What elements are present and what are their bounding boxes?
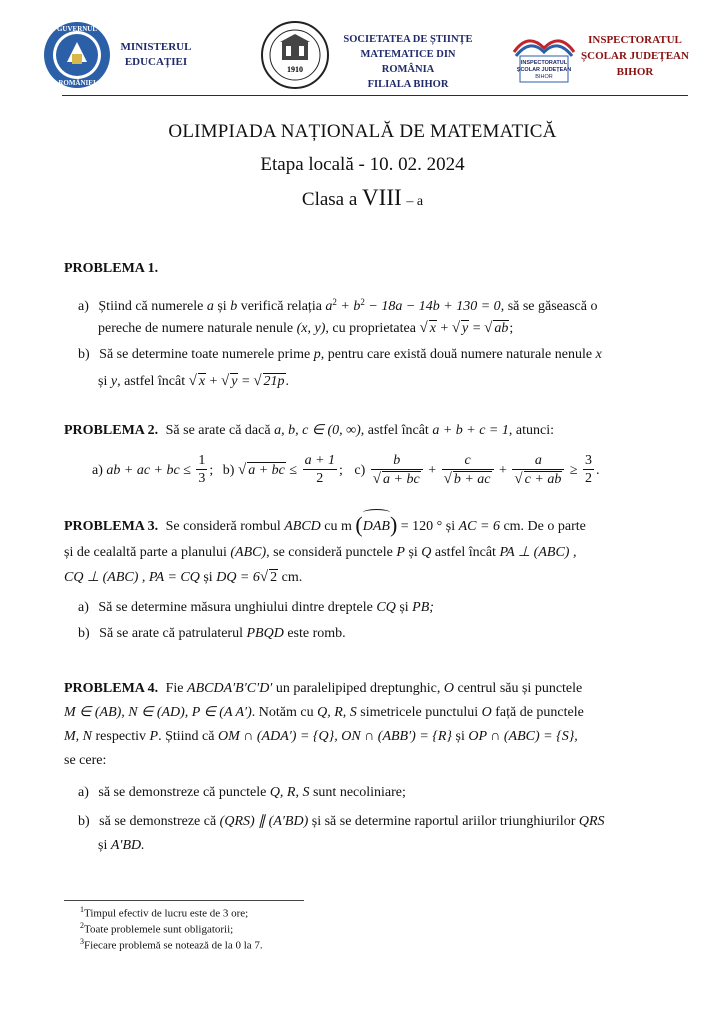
math: A′BD.	[110, 838, 145, 853]
text: , pentru care există două numere naturale nenule	[320, 347, 593, 362]
problem-3b	[78, 621, 678, 647]
text: simetricele punctului	[360, 705, 479, 720]
item-label: a)	[78, 299, 89, 314]
math: b	[353, 299, 361, 314]
inspectorate-line1: INSPECTORATUL	[588, 34, 682, 46]
math: ;	[509, 321, 514, 336]
problem-4a	[78, 780, 678, 806]
fraction	[583, 453, 594, 488]
text: și	[399, 600, 409, 615]
government-seal-logo	[42, 20, 112, 90]
problem-1a-line2: pereche de numere naturale nenule (x, y), cu proprietatea √ x + √ y = √ ab;	[98, 320, 514, 336]
item-label: b)	[78, 347, 90, 362]
grade-roman: VIII	[362, 185, 402, 210]
text: față de punctele	[495, 705, 584, 720]
stage-date: Etapa locală - 10. 02. 2024	[260, 154, 465, 175]
numerator: 3	[585, 453, 593, 469]
math-sqrt: a + bc	[383, 471, 420, 487]
inspectorate-line2: ȘCOLAR JUDEȚEAN	[581, 50, 689, 62]
math: ABCDA′B′C′D′	[187, 681, 273, 696]
society-seal-logo	[260, 20, 330, 90]
denominator: √ a + bc	[372, 470, 420, 487]
text: cm. De o parte	[503, 519, 586, 534]
footnote-text: Toate problemele sunt obligatorii;	[84, 923, 234, 936]
math-sqrt: 21p	[263, 374, 285, 389]
text: cu m	[324, 519, 352, 534]
math: a	[325, 299, 333, 314]
math: (x, y)	[296, 321, 326, 336]
math: PBQD	[246, 626, 284, 641]
math: (QRS) ∥ (A′BD)	[219, 814, 309, 829]
problem-1b	[78, 342, 678, 368]
text: Fie	[165, 681, 184, 696]
text: , atunci:	[508, 423, 554, 438]
text: și	[203, 570, 213, 585]
math-sqrt: x	[198, 374, 206, 389]
text: . Știind că	[158, 729, 215, 744]
fraction	[442, 453, 494, 489]
denominator: 3	[198, 471, 206, 487]
math: PB;	[412, 600, 434, 615]
text: Știind că numerele	[98, 299, 204, 314]
math: +	[499, 463, 507, 478]
math: O	[481, 705, 492, 720]
math: PA ⊥ (ABC) ,	[499, 545, 577, 560]
math: QRS	[578, 814, 605, 829]
page-header	[40, 14, 690, 94]
society-line3: FILIALA BIHOR	[367, 79, 449, 90]
math: CQ ⊥ (ABC) , PA = CQ	[64, 570, 200, 585]
text: , se consideră punctele	[266, 545, 393, 560]
math-sqrt: a + bc	[248, 463, 285, 478]
text: Să se arate că patrulaterul	[99, 626, 243, 641]
text: , cu proprietatea	[325, 321, 416, 336]
item-label: a)	[92, 463, 103, 478]
math: .	[596, 463, 600, 478]
problem-3-line3: CQ ⊥ (ABC) , PA = CQ și DQ = 6√ 2 cm.	[64, 569, 303, 585]
denominator: 2	[585, 471, 593, 487]
problem-4b-line2	[98, 833, 145, 859]
problem-4-line4	[64, 748, 106, 774]
text: să se demonstreze că	[99, 814, 217, 829]
numerator: a	[512, 453, 564, 470]
fraction	[512, 453, 564, 489]
math: OM ∩ (ADA′) = {Q}, ON ∩ (ABB′) = {R}	[217, 729, 453, 744]
text: , astfel încât	[360, 423, 429, 438]
footnote-1	[80, 905, 248, 920]
item-label: b)	[78, 626, 90, 641]
text: este romb.	[287, 626, 346, 641]
numerator: c	[442, 453, 494, 470]
text: și	[408, 545, 418, 560]
text: și	[98, 838, 108, 853]
text: să se demonstreze că punctele	[98, 785, 267, 800]
math: ab + ac + bc ≤	[106, 463, 191, 478]
text: respectiv	[95, 729, 147, 744]
item-label: b)	[78, 814, 90, 829]
logo-text-line2: ȘCOLAR JUDEȚEAN	[516, 67, 572, 73]
problem-4b	[78, 809, 678, 835]
text: și	[455, 729, 465, 744]
numerator: a + 1	[304, 453, 336, 469]
math-equation: $a^2 + b^2 - 18a - 14b + 130 = 0$	[325, 297, 501, 314]
text: se cere:	[64, 753, 107, 768]
problem-1-heading	[64, 256, 158, 282]
math-sqrt: b + ac	[453, 471, 491, 487]
math: y	[110, 374, 118, 389]
text: Se consideră rombul	[165, 519, 281, 534]
text: cm.	[281, 570, 303, 585]
society-line2: MATEMATICE DIN ROMÂNIA	[360, 49, 456, 75]
math: b	[230, 299, 238, 314]
inspectorate-line3: BIHOR	[616, 66, 654, 78]
math: DQ = 6	[216, 570, 260, 585]
society-name	[333, 32, 483, 92]
item-label: b)	[222, 463, 235, 478]
text: , să se găsească o	[500, 299, 598, 314]
problem-1b-line2: și y, astfel încât √ x + √ y = √ 21p.	[98, 373, 290, 389]
math: (ABC)	[230, 545, 267, 560]
fraction	[371, 453, 423, 489]
header-divider	[62, 95, 688, 96]
text: și să se determine raportul ariilor triunghiurilor	[311, 814, 576, 829]
text: un paralelipiped dreptunghic,	[275, 681, 441, 696]
text: și	[217, 299, 227, 314]
math: OP ∩ (ABC) = {S},	[468, 729, 578, 744]
math: 2	[332, 297, 337, 307]
problem-3a	[78, 595, 678, 621]
text: . Notăm cu	[251, 705, 314, 720]
footnote-mark: 3	[80, 937, 84, 946]
problem-2	[64, 418, 684, 444]
math: ≤	[289, 463, 298, 478]
problem-heading: PROBLEMA 3.	[64, 519, 159, 534]
math-sqrt: y	[231, 374, 238, 389]
problem-heading: PROBLEMA 1.	[64, 261, 159, 276]
item-label: a)	[78, 785, 89, 800]
math: − 18	[364, 299, 396, 314]
item-label: c)	[354, 463, 366, 478]
math: a + b + c = 1	[432, 423, 509, 438]
math: − 14	[402, 299, 433, 314]
math: = 120 °	[400, 519, 443, 534]
math-sqrt: ab	[494, 321, 509, 336]
footnote-text: Fiecare problemă se notează de la 0 la 7.	[84, 939, 263, 952]
problem-4-line3	[64, 724, 684, 750]
math-sqrt: 2	[270, 570, 278, 585]
text: și	[98, 374, 108, 389]
text: sunt necoliniare;	[312, 785, 406, 800]
denominator: 2	[316, 471, 324, 487]
item-label: a)	[78, 600, 89, 615]
math: Q	[421, 545, 432, 560]
math: + 130 = 0	[439, 299, 501, 314]
math: ;	[339, 463, 343, 478]
fraction	[196, 453, 207, 488]
text: centrul său și punctele	[457, 681, 583, 696]
problem-4	[64, 676, 684, 702]
problem-2-items: a) ab + ac + bc ≤ $\frac{1}{3}$ ; b) √ a + bc ≤ $\frac{a + 1}{2}$ ; c) $\frac{b}{√ a + bc}$ + $\frac{c}{√ b + ac}$ + $\frac{a}{√ c + ab}$ ≥ $\frac{3}{2}$ .	[92, 452, 600, 487]
society-line1: SOCIETATEA DE ȘTIINȚE	[343, 34, 473, 45]
grade-title	[0, 185, 725, 211]
math: +	[428, 463, 437, 478]
denominator: √ c + ab	[514, 470, 562, 487]
math: M ∈ (AB), N ∈ (AD), P ∈ (A A′)	[64, 705, 252, 720]
ministry-line2: EDUCAȚIEI	[124, 56, 188, 68]
seal-text-bottom: ROMÂNIEI	[58, 79, 96, 87]
numerator: 1	[198, 453, 206, 469]
problem-heading: PROBLEMA 2.	[64, 423, 159, 438]
math: P	[396, 545, 405, 560]
math: p	[313, 347, 321, 362]
grade-prefix: Clasa a	[301, 189, 358, 210]
text: și de cealaltă parte a planului	[64, 545, 227, 560]
footnote-divider	[64, 900, 304, 901]
math: Q, R, S	[317, 705, 357, 720]
text: astfel încât	[434, 545, 496, 560]
seal-text-top: GUVERNUL	[56, 25, 98, 33]
math-arc: DAB	[363, 511, 390, 540]
text: verifică relația	[240, 299, 322, 314]
numerator: b	[371, 453, 423, 470]
denominator: √ b + ac	[443, 470, 491, 487]
logo-text-line1: INSPECTORATUL	[520, 60, 568, 66]
text: Să se determine măsura unghiului dintre dreptele	[98, 600, 373, 615]
footnote-text: Timpul efectiv de lucru este de 3 ore;	[84, 907, 249, 920]
ministry-line1: MINISTERUL	[120, 41, 192, 53]
footnote-3	[80, 937, 263, 952]
problem-3-line2	[64, 540, 684, 566]
math: M, N	[64, 729, 92, 744]
fraction	[303, 453, 337, 488]
math: Q, R, S	[269, 785, 310, 800]
math: a	[395, 299, 403, 314]
math: b	[432, 299, 440, 314]
footnote-2	[80, 921, 233, 936]
problem-heading: PROBLEMA 4.	[64, 681, 159, 696]
inspectorate-logo	[508, 26, 580, 88]
math-sqrt: y	[462, 321, 469, 336]
problem-4-line2	[64, 700, 684, 726]
math: AC = 6	[458, 519, 500, 534]
seal-year: 1910	[287, 65, 303, 74]
text: Să se determine toate numerele prime	[99, 347, 311, 362]
ministry-name	[116, 40, 196, 70]
math: x	[595, 347, 602, 362]
math: O	[443, 681, 454, 696]
math: ABCD	[284, 519, 321, 534]
math-sqrt: x	[429, 321, 436, 336]
text: Să se arate că dacă	[165, 423, 271, 438]
inspectorate-name	[580, 32, 690, 80]
math: CQ	[376, 600, 396, 615]
math: ≥	[569, 463, 578, 478]
olympiad-title: OLIMPIADA NAȚIONALĂ DE MATEMATICĂ	[168, 121, 557, 142]
footnote-mark: 2	[80, 921, 84, 930]
text: , astfel încât	[117, 374, 186, 389]
math: P	[149, 729, 159, 744]
problem-3: PROBLEMA 3. Se consideră rombul ABCD cu m (DAB) = 120 ° și AC = 6 cm. De o parte	[64, 511, 684, 540]
footnote-mark: 1	[80, 905, 84, 914]
math: 2	[360, 297, 365, 307]
text: pereche de numere naturale nenule	[98, 321, 294, 336]
text: și	[445, 519, 456, 534]
logo-text-line3: BIHOR	[535, 74, 553, 80]
math: ;	[209, 463, 214, 478]
math: a, b, c ∈ (0, ∞)	[274, 423, 361, 438]
math: a	[206, 299, 214, 314]
math-sqrt: c + ab	[524, 471, 562, 487]
grade-suffix: – a	[406, 194, 424, 209]
